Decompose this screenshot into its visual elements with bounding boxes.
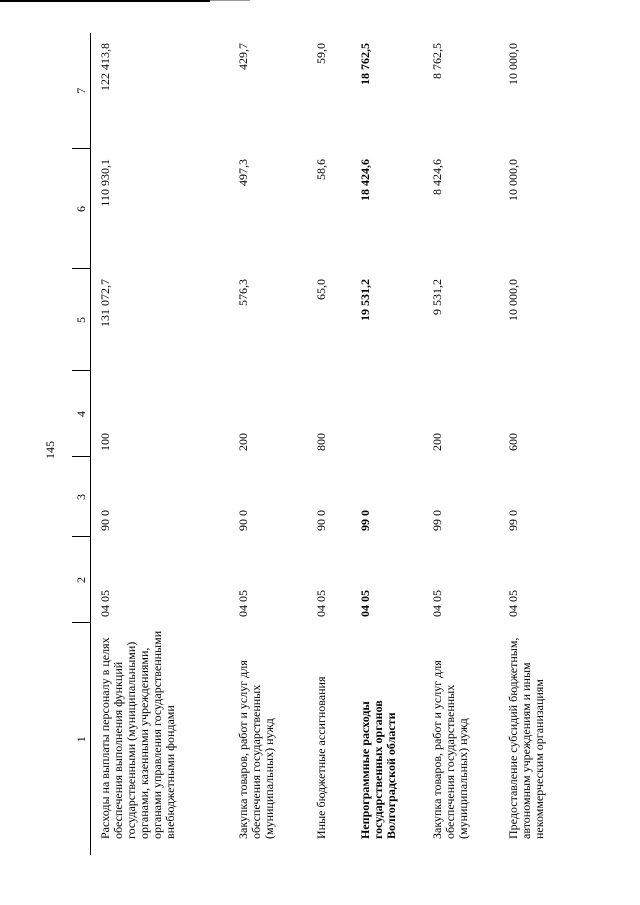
row-type: 200 xyxy=(235,433,250,451)
row-section: 04 05 xyxy=(235,590,250,617)
row-name: Расходы на выплаты персоналу в целях обеспечения выполнения функций государственными (муниципальными) органами, казенными учреждениями, органами управления государственными внебюджетными фондами xyxy=(98,630,177,839)
table-row xyxy=(307,33,351,855)
row-type: 200 xyxy=(429,433,444,451)
rotated-page xyxy=(72,33,640,855)
budget-table xyxy=(72,33,581,855)
column-header: 4 xyxy=(72,371,91,457)
row-value-7: 59,0 xyxy=(313,43,328,64)
row-section: 04 05 xyxy=(505,590,520,617)
row-name: Предоставление субсидий бюджетным, автономным учреждениям и иным некоммерческим организациям xyxy=(505,637,546,839)
table-row xyxy=(91,33,229,855)
row-type: 100 xyxy=(98,433,112,451)
row-value-5: 576,3 xyxy=(235,279,250,306)
row-type: 600 xyxy=(505,433,520,451)
table-row xyxy=(229,33,307,855)
table-row xyxy=(351,33,423,855)
row-section: 04 05 xyxy=(313,590,328,617)
table-row xyxy=(423,33,499,855)
row-value-7: 18 762,5 xyxy=(357,43,372,85)
row-value-5: 19 531,2 xyxy=(357,279,372,321)
row-value-6: 58,6 xyxy=(313,159,328,180)
row-value-7: 122 413,8 xyxy=(98,43,112,91)
row-type: 800 xyxy=(313,433,328,451)
row-value-6: 110 930,1 xyxy=(98,159,112,207)
table-header-row xyxy=(72,33,91,855)
row-value-7: 8 762,5 xyxy=(429,43,444,79)
row-name: Иные бюджетные ассигнования xyxy=(313,676,328,839)
row-target: 99 0 xyxy=(357,510,372,531)
top-border-rule-faint xyxy=(210,0,250,1)
row-section: 04 05 xyxy=(357,590,372,617)
row-name: Закупка товаров, работ и услуг для обеспечения государственных (муниципальных) нужд xyxy=(429,660,470,839)
row-target: 90 0 xyxy=(98,510,112,531)
row-value-7: 10 000,0 xyxy=(505,43,520,85)
row-target: 99 0 xyxy=(429,510,444,531)
column-header: 6 xyxy=(72,149,91,269)
row-value-5: 9 531,2 xyxy=(429,279,444,315)
column-header: 5 xyxy=(72,269,91,371)
row-value-5: 10 000,0 xyxy=(505,279,520,321)
row-value-7: 429,7 xyxy=(235,43,250,70)
table-row xyxy=(499,33,581,855)
column-header: 7 xyxy=(72,33,91,149)
row-value-6: 497,3 xyxy=(235,159,250,186)
row-value-6: 10 000,0 xyxy=(505,159,520,201)
row-section: 04 05 xyxy=(429,590,444,617)
row-target: 90 0 xyxy=(235,510,250,531)
row-value-5: 65,0 xyxy=(313,279,328,300)
row-type xyxy=(351,371,423,457)
row-value-6: 18 424,6 xyxy=(357,159,372,201)
row-value-5: 131 072,7 xyxy=(98,279,112,327)
row-target: 90 0 xyxy=(313,510,328,531)
row-name: Закупка товаров, работ и услуг для обеспечения государственных (муниципальных) нужд xyxy=(235,660,276,839)
column-header: 3 xyxy=(72,457,91,537)
row-target: 99 0 xyxy=(505,510,520,531)
row-section: 04 05 xyxy=(98,590,112,617)
page-number: 145 xyxy=(43,441,57,459)
row-value-6: 8 424,6 xyxy=(429,159,444,195)
top-border-rule xyxy=(0,0,210,2)
row-name: Непрограммные расходы государственных органов Волгоградской области xyxy=(357,700,398,839)
column-header: 1 xyxy=(72,623,91,855)
column-header: 2 xyxy=(72,537,91,623)
